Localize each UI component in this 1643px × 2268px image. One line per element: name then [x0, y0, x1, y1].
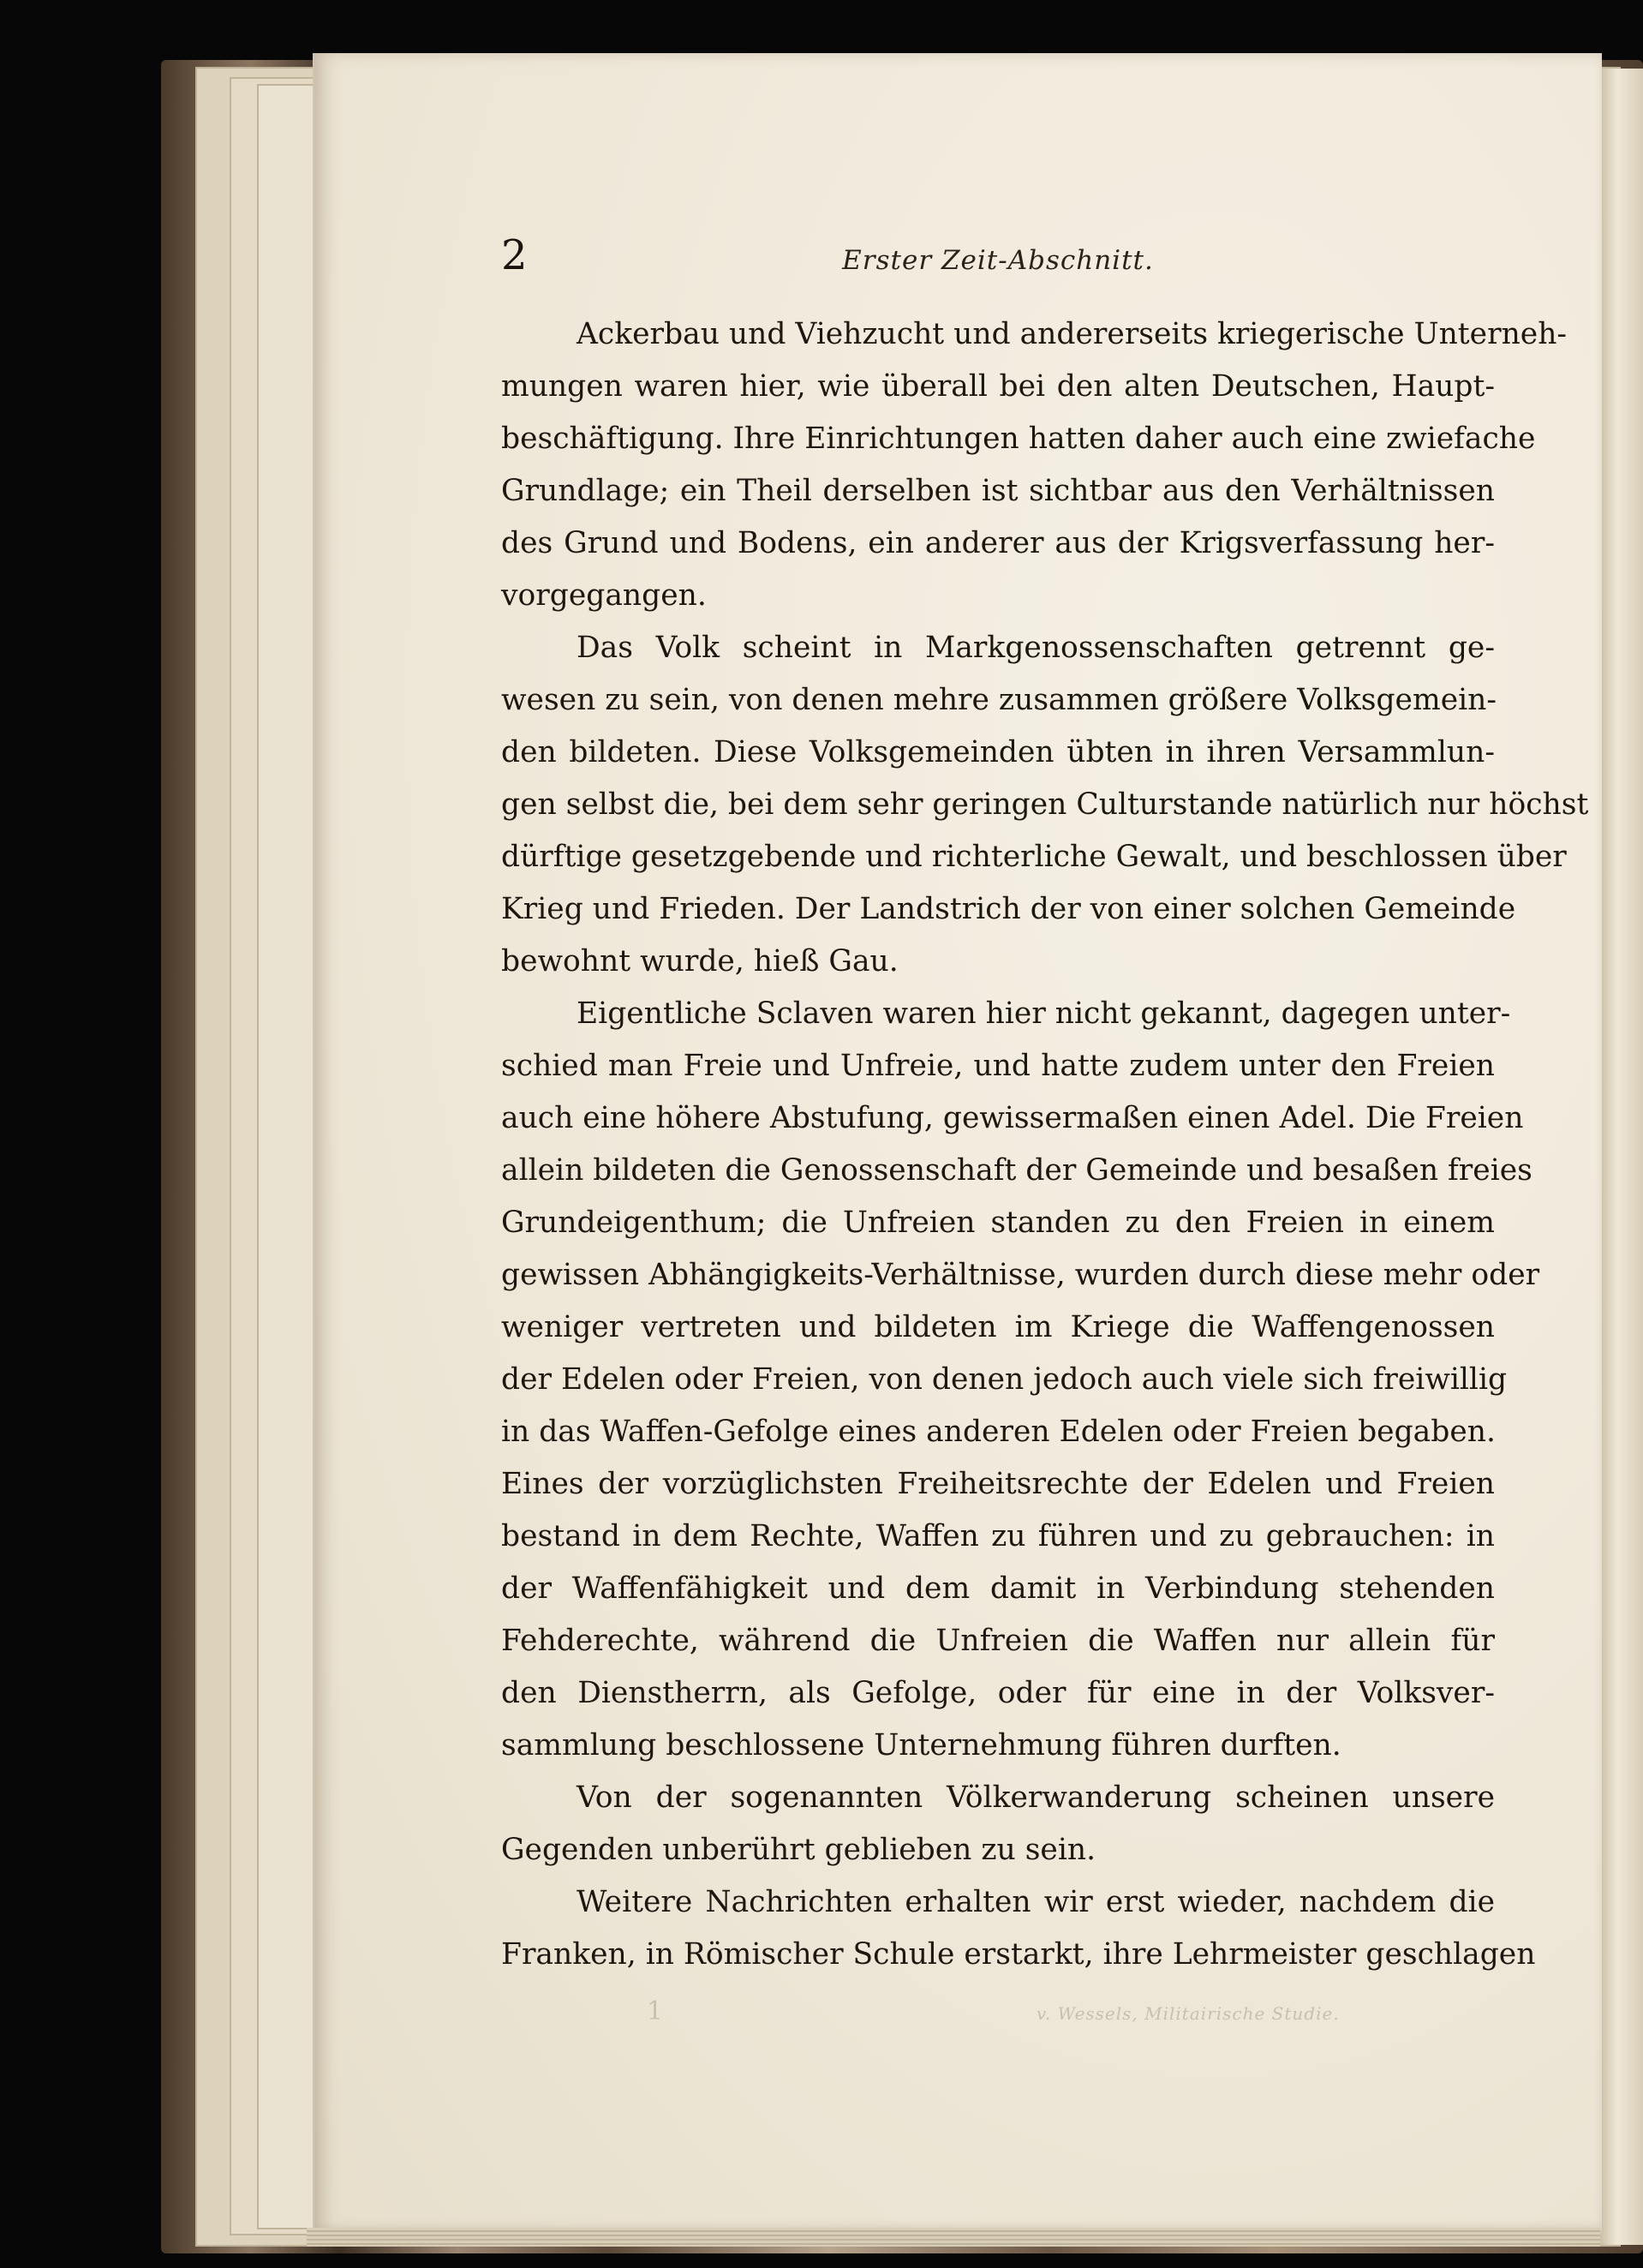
text-line: wesen zu sein, von denen mehre zusammen größere Volksgemein- — [501, 683, 1497, 717]
text-line: Krieg und Frieden. Der Landstrich der von einer solchen Gemeinde — [501, 892, 1516, 926]
text-line: Eigentliche Sclaven waren hier nicht gekannt, dagegen unter- — [577, 996, 1511, 1031]
paragraph — [501, 308, 1568, 622]
text-line: Weitere Nachrichten erhalten wir erst wieder, nachdem die — [577, 1885, 1495, 1919]
text-line: mungen waren hier, wie überall bei den alten Deutschen, Haupt- — [501, 369, 1495, 404]
text-line: bewohnt wurde, hieß Gau. — [501, 944, 899, 978]
page-bottom-edges — [307, 2228, 1600, 2247]
text-line: vorgegangen. — [501, 578, 707, 613]
text-line: Franken, in Römischer Schule erstarkt, ihre Lehrmeister geschlagen — [501, 1937, 1536, 1972]
text-line: Grundeigenthum; die Unfreien standen zu den Freien in einem — [501, 1206, 1495, 1240]
body-text — [501, 308, 1589, 1981]
paragraph — [501, 988, 1540, 1772]
text-line: schied man Freie und Unfreie, und hatte zudem unter den Freien — [501, 1049, 1495, 1083]
text-line: des Grund und Bodens, ein anderer aus der Krigsverfassung her- — [501, 526, 1495, 560]
bleed-through-text: v. Wessels, Militairische Studie. — [1037, 2003, 1340, 2024]
text-line: Ackerbau und Viehzucht und andererseits kriegerische Unterneh- — [577, 317, 1568, 351]
text-line: den Dienstherrn, als Gefolge, oder für eine in der Volksver- — [501, 1676, 1495, 1710]
text-line: sammlung beschlossene Unternehmung führen durften. — [501, 1728, 1341, 1762]
text-line: Eines der vorzüglichsten Freiheitsrechte der Edelen und Freien — [501, 1467, 1495, 1501]
running-head: Erster Zeit-Abschnitt. — [842, 245, 1154, 276]
text-line: auch eine höhere Abstufung, gewissermaßen einen Adel. Die Freien — [501, 1101, 1524, 1135]
paragraph — [501, 622, 1589, 988]
signature-mark: 1 — [647, 1996, 664, 2026]
text-line: den bildeten. Diese Volksgemeinden übten in ihren Versammlun- — [501, 735, 1495, 769]
paragraph — [501, 1876, 1536, 1981]
text-line: dürftige gesetzgebende und richterliche Gewalt, und beschlossen über — [501, 840, 1567, 874]
text-line: der Edelen oder Freien, von denen jedoch auch viele sich freiwillig — [501, 1362, 1508, 1397]
text-line: gen selbst die, bei dem sehr geringen Culturstande natürlich nur höchst — [501, 787, 1589, 822]
text-line: Fehderechte, während die Unfreien die Waffen nur allein für — [501, 1624, 1495, 1658]
text-line: der Waffenfähigkeit und dem damit in Verbindung stehenden — [501, 1571, 1495, 1606]
text-line: Das Volk scheint in Markgenossenschaften getrennt ge- — [577, 631, 1495, 665]
text-line: beschäftigung. Ihre Einrichtungen hatten daher auch eine zwiefache — [501, 422, 1536, 456]
text-line: weniger vertreten und bildeten im Kriege die Waffengenossen — [501, 1310, 1495, 1344]
text-line: Grundlage; ein Theil derselben ist sichtbar aus den Verhältnissen — [501, 474, 1495, 508]
text-line: Gegenden unberührt geblieben zu sein. — [501, 1833, 1096, 1867]
paragraph — [501, 1772, 1495, 1876]
facing-page-edge — [1600, 69, 1643, 2245]
page-number: 2 — [501, 231, 528, 279]
text-line: gewissen Abhängigkeits-Verhältnisse, wurden durch diese mehr oder — [501, 1258, 1540, 1292]
text-line: bestand in dem Rechte, Waffen zu führen und zu gebrauchen: in — [501, 1519, 1495, 1553]
text-line: in das Waffen-Gefolge eines anderen Edelen oder Freien begaben. — [501, 1415, 1496, 1449]
page-header — [501, 231, 1495, 283]
text-line: allein bildeten die Genossenschaft der Gemeinde und besaßen freies — [501, 1153, 1532, 1188]
text-line: Von der sogenannten Völkerwanderung scheinen unsere — [577, 1780, 1495, 1815]
